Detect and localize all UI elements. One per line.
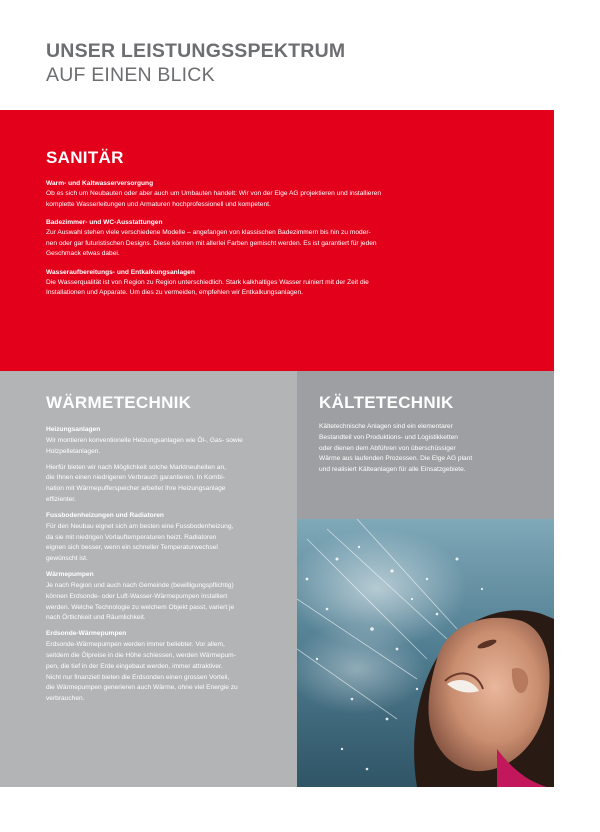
text-line: Wärme aus laufenden Prozessen. Die Elge AG plant <box>319 455 473 463</box>
item-text <box>46 640 287 705</box>
text-line: gewünscht ist. <box>46 555 88 563</box>
text-line: eignen sich besser, wenn ein schneller Temperaturwechsel <box>46 544 218 552</box>
item-heading: Warm- und Kaltwasserversorgung <box>46 180 154 187</box>
sanitar-item <box>46 218 534 260</box>
text-line: Erdsonde-Wärmepumpen werden immer beliebter. Vor allem, <box>46 641 225 649</box>
waerme-item <box>46 511 287 565</box>
waermetechnik-title: WÄRMETECHNIK <box>46 393 192 412</box>
text-line: da sie mit niedrigen Vorlauftemperaturen heizt. Radiatoren <box>46 533 217 541</box>
text-line: Holzpelletanlagen. <box>46 447 101 455</box>
waerme-item <box>46 629 287 705</box>
item-heading: Heizungsanlagen <box>46 426 101 433</box>
item-text <box>46 189 534 210</box>
item-heading: Wasseraufbereitungs- und Entkalkungsanlagen <box>46 268 195 276</box>
text-line: die Ihnen einen niedrigeren Verbrauch garantieren. In Kombi- <box>46 474 225 482</box>
text-line: Bestandteil von Produktions- und Logistikketten <box>319 433 458 441</box>
sanitar-section <box>0 110 554 371</box>
sanitar-item <box>46 179 534 210</box>
page-title: UNSER LEISTUNGSSPEKTRUM <box>46 40 346 62</box>
item-text <box>46 463 287 506</box>
text-line: Nicht nur finanziell bieten die Erdsonden einen grossen Vorteil, <box>46 673 230 681</box>
waerme-item <box>46 425 287 506</box>
text-line: Ob es sich um Neubauten oder aber auch um Umbauten handelt: Wir von der Elge AG projektieren und installieren <box>46 190 382 197</box>
item-heading: Fussbodenheizungen und Radiatoren <box>46 511 164 519</box>
text-line: Je nach Region und auch nach Gemeinde (bewilligungspflichtig) <box>46 581 234 589</box>
text-line: pen, die tief in der Erde eingebaut werden, immer attraktiver. <box>46 662 223 670</box>
item-text <box>46 278 534 299</box>
text-line: die Wärmepumpen generieren auch Wärme, ohne viel Energie zu <box>46 684 238 692</box>
waermetechnik-section <box>0 371 297 787</box>
item-heading: Badezimmer- und WC-Ausstattungen <box>46 219 163 226</box>
text-line: Installationen und Apparate. Um dies zu vermeiden, empfehlen wir Entkalkungsanlagen. <box>46 289 303 296</box>
water-splash-illustration <box>297 519 554 787</box>
text-line: effizienter. <box>46 495 76 503</box>
text-line: Kältetechnische Anlagen sind ein elementarer <box>319 423 453 430</box>
text-line: Hierfür bieten wir nach Möglichkeit solche Marktneuheiten an, <box>46 463 226 471</box>
page-header <box>46 40 546 87</box>
text-line: komplette Wasserleitungen und Armaturen hochprofessionell und kompetent. <box>46 200 271 208</box>
item-heading: Wärmepumpen <box>46 570 94 578</box>
item-text <box>46 436 287 458</box>
text-line: werden. Welche Technologie zu welchem Objekt passt, variert je <box>46 603 235 611</box>
text-line: seitdem die Ölpreise in die Höhe schiessen, werden Wärmepum- <box>46 651 236 659</box>
item-text <box>46 522 287 565</box>
text-line: Wir montieren konventionelle Heizungsanlagen wie Öl-, Gas- sowie <box>46 437 243 444</box>
sanitar-item <box>46 268 534 299</box>
text-line: Die Wasserqualität ist von Region zu Region unterschiedlich. Stark kalkhaltiges Wasser ruiniert mit der Zeit die <box>46 278 369 286</box>
water-splash-photo <box>297 519 554 787</box>
item-text <box>46 228 534 260</box>
item-text <box>319 422 544 476</box>
waerme-item <box>46 570 287 624</box>
sanitar-title: SANITÄR <box>46 148 124 167</box>
text-line: nach Örtlichkeit und Räumlichkeit. <box>46 614 146 622</box>
page-subtitle: AUF EINEN BLICK <box>46 64 215 86</box>
text-line: können Erdsonde- oder Luft-Wasser-Wärmepumpen installiert <box>46 592 228 600</box>
item-heading: Erdsonde-Wärmepumpen <box>46 630 127 638</box>
text-line: und realisiert Kälteanlagen für alle Einsatzgebiete. <box>319 466 466 474</box>
text-line: Geschmack etwas dabei. <box>46 250 120 257</box>
kaeltetechnik-section <box>297 371 554 519</box>
text-line: nation mit Wärmepufferspeicher arbeitet Ihre Heizungsanlage <box>46 485 226 493</box>
text-line: oder dienen dem Abführen von überschüssiger <box>319 444 456 452</box>
text-line: Für den Neubau eignet sich am besten eine Fussbodenheizung, <box>46 522 234 530</box>
kaeltetechnik-title: KÄLTETECHNIK <box>319 393 454 412</box>
text-line: Zur Auswahl stehen viele verschiedene Modelle – angefangen von klassischen Badezimmern bis hin zu moder- <box>46 229 371 236</box>
text-line: nen oder gar futuristischen Designs. Diese können mit allerlei Farben gemischt werden. Es ist garantiert für jeden <box>46 239 377 247</box>
item-text <box>46 581 287 624</box>
text-line: verbrauchen. <box>46 695 85 703</box>
